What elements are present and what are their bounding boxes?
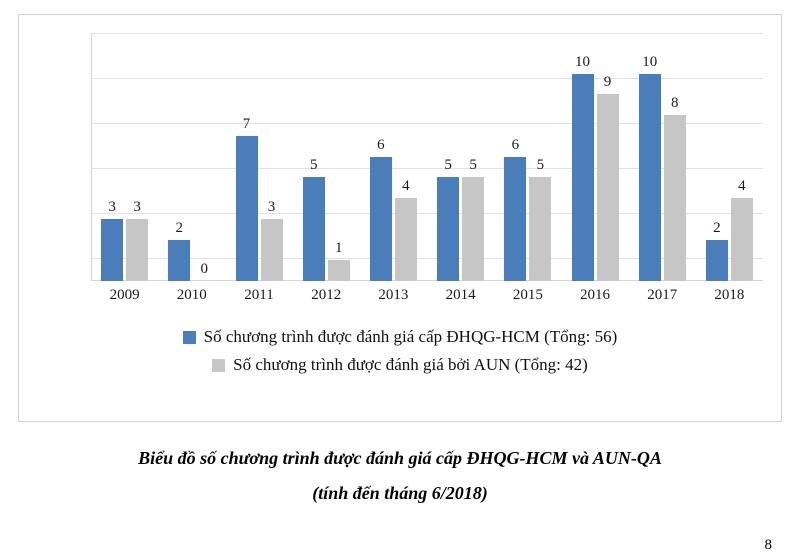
- bar: [529, 177, 551, 281]
- bar-value-label: 8: [670, 95, 679, 112]
- bar-wrap: [236, 33, 258, 281]
- bar-wrap: [370, 33, 392, 281]
- bar-wrap: [639, 33, 661, 281]
- bar-wrap: [303, 33, 325, 281]
- bar-group: [561, 33, 628, 281]
- bar-value-label: 3: [108, 198, 116, 215]
- bar: [261, 219, 283, 281]
- bar-wrap: [664, 33, 686, 281]
- x-axis-labels: [91, 287, 763, 311]
- legend-label: Số chương trình được đánh giá cấp ĐHQG-HCM (Tổng: 56): [203, 327, 618, 346]
- bar-wrap: [193, 33, 215, 281]
- bar: [572, 74, 594, 281]
- bar: [236, 136, 258, 281]
- bar-group: [360, 33, 427, 281]
- x-axis-label: 2015: [512, 287, 543, 303]
- bar-value-label: 4: [402, 178, 410, 195]
- x-axis-label: 2014: [445, 287, 476, 303]
- bar: [126, 219, 148, 281]
- bar-wrap: [101, 33, 123, 281]
- x-axis-label: 2013: [378, 287, 409, 303]
- bar-value-label: 7: [242, 115, 251, 132]
- bar: [395, 198, 417, 281]
- bar-wrap: [572, 33, 594, 281]
- x-axis-label: 2018: [714, 287, 745, 303]
- x-axis-label: 2011: [244, 287, 274, 303]
- chart-container: [18, 14, 782, 422]
- bar-value-label: 5: [444, 157, 452, 174]
- chart-legend: [19, 327, 781, 375]
- bar-group: [629, 33, 696, 281]
- bar-group: [293, 33, 360, 281]
- bar-value-label: 6: [377, 136, 385, 153]
- legend-item-series-2: [212, 355, 588, 375]
- bar-value-label: 5: [309, 157, 318, 174]
- bar-value-label: 9: [603, 74, 612, 91]
- page-number: 8: [764, 537, 772, 553]
- bar-wrap: [731, 33, 753, 281]
- legend-swatch-icon: [183, 331, 196, 344]
- bar: [303, 177, 325, 281]
- bar-group: [427, 33, 494, 281]
- bar-wrap: [597, 33, 619, 281]
- x-axis-label: 2016: [580, 287, 611, 303]
- x-axis-label: 2009: [109, 287, 140, 303]
- bar-wrap: [437, 33, 459, 281]
- bar-wrap: [395, 33, 417, 281]
- bar: [597, 94, 619, 281]
- bar-wrap: [328, 33, 350, 281]
- bar-group: [91, 33, 158, 281]
- bar-value-label: 0: [200, 261, 209, 277]
- bar-value-label: 5: [469, 157, 477, 174]
- caption-line-1: Biểu đồ số chương trình được đánh giá cấp ĐHQG-HCM và AUN-QA: [138, 448, 662, 468]
- bar-wrap: [504, 33, 526, 281]
- bar: [370, 157, 392, 281]
- bar: [664, 115, 686, 281]
- legend-swatch-icon: [212, 359, 225, 372]
- bar: [706, 240, 728, 281]
- bar-wrap: [261, 33, 283, 281]
- bar-value-label: 5: [536, 157, 545, 174]
- bar-wrap: [706, 33, 728, 281]
- bar: [168, 240, 190, 281]
- bar-groups: [91, 33, 763, 281]
- bar: [639, 74, 661, 281]
- bar-value-label: 10: [575, 53, 591, 70]
- bar-value-label: 10: [642, 53, 658, 70]
- bar: [504, 157, 526, 281]
- bar-value-label: 4: [738, 178, 746, 195]
- bar-group: [225, 33, 292, 281]
- bar-value-label: 2: [713, 219, 721, 236]
- bar-wrap: [529, 33, 551, 281]
- plot-area: [91, 33, 763, 281]
- x-axis-label: 2010: [176, 287, 207, 303]
- bar-wrap: [126, 33, 148, 281]
- bar: [328, 260, 350, 281]
- x-axis-label: 2017: [647, 287, 678, 303]
- bar-wrap: [462, 33, 484, 281]
- bar-group: [696, 33, 763, 281]
- bar-value-label: 3: [133, 198, 141, 215]
- bar-group: [494, 33, 561, 281]
- bar-group: [158, 33, 225, 281]
- legend-label: Số chương trình được đánh giá bởi AUN (Tổng: 42): [233, 355, 588, 374]
- bar: [462, 177, 484, 281]
- x-axis-label: 2012: [311, 287, 342, 303]
- figure-caption: [0, 448, 800, 504]
- caption-line-2: (tính đến tháng 6/2018): [312, 483, 488, 503]
- bar-value-label: 6: [511, 136, 520, 153]
- bar-value-label: 1: [334, 240, 343, 257]
- bar: [101, 219, 123, 281]
- bar: [731, 198, 753, 281]
- bar-value-label: 2: [175, 219, 184, 236]
- bar-value-label: 3: [267, 198, 276, 215]
- legend-item-series-1: [183, 327, 618, 347]
- bar: [437, 177, 459, 281]
- bar-wrap: [168, 33, 190, 281]
